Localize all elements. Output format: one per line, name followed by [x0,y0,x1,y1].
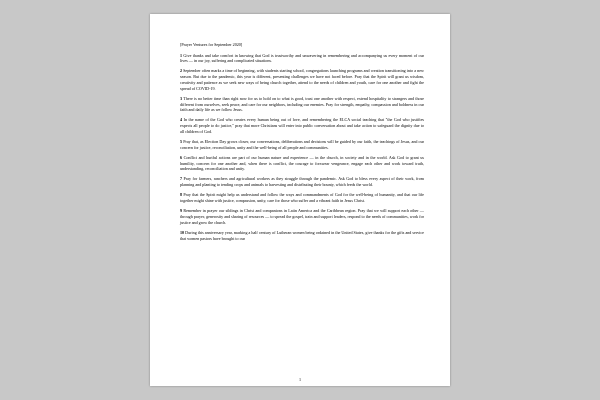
paragraph-number: 7 [180,176,183,182]
paragraph-text: Pray that, as Election Day grows closer, our conversations, deliberations and decisions will be guided by our faith, the teachings of Jesus, and our concern for justice, reconciliation, unity and the well-being of all people and communities. [180,139,424,150]
paragraph-number: 4 [180,117,183,123]
paragraph [180,68,424,91]
paragraph-text: Give thanks and take comfort in knowing that God is trustworthy and unwavering in remembering and accompanying us every moment of our lives — in our joy, suffering and complicated situations. [180,52,424,64]
document-page [150,14,450,386]
paragraph-number: 10 [180,229,185,235]
paragraph-text: There is no better time than right now for us to hold on to what is good, trust one another with respect, extend hospitality to strangers and those different from ourselves, seek peace, and care for our neighbors, including our enemies. Pray for strength, empathy, compassion and boldness in our faith and daily life as we follow Jesus. [180,95,424,113]
paragraph-text: Pray for farmers, ranchers and agricultural workers as they struggle through the pandemic. Ask God to bless every aspect of their work, from planning and planting to tending crops and animals to harvesting and distributing their bounty, which feeds the world. [180,176,424,188]
paragraph-number: 5 [180,139,183,145]
paragraph-number: 2 [180,68,183,74]
paragraph-number: 9 [180,208,183,214]
paragraph [180,208,424,225]
paragraph [180,139,424,151]
paragraph [180,230,424,242]
page-number: 1 [298,377,302,382]
paragraph-number: 6 [180,154,183,160]
page-title: [Prayer Ventures for September 2020] [180,42,243,47]
paragraph-text: September often marks a time of beginning, with students starting school, congregations launching programs and creation transitioning into a new season. But due to the pandemic, this year is different, presenting challenges we have not faced before. Pray that the Spirit will grant us wisdom, creativity and patience as we seek new ways of being church together, attend to the needs of children and youth, care for one another and fight the spread of COVID-19. [180,68,424,91]
paragraph [180,176,424,188]
paragraph [180,192,424,204]
paragraph-text: During this anniversary year, marking a half century of Lutheran women being ordained in the United States, give thanks for the gifts and service that women pastors have brought to our [180,229,424,241]
paragraph [180,155,424,172]
paragraph [180,53,424,65]
page-content [180,42,424,368]
paragraph-text: In the name of the God who creates every human being out of love, and remembering the ELCA social teaching that "the God who justifies expects all people to do justice," pray that more Christians will enter into public conversation about and take action to safeguard the dignity due to all children of God. [180,117,424,135]
paragraph-number: 8 [180,192,183,198]
paragraph-text: Remember in prayer our siblings in Christ and companions in Latin America and the Caribbean region. Pray that we will support each other — through prayer, generosity and sharing of resources — to spread the gospel, train and support leaders, respond to the needs of communities, work for justice and grow the church. [180,208,424,225]
paragraph-text: Pray that the Spirit might help us understand and follow the ways and commandments of God for the well-being of humanity, and that our life together might shine with justice, compassion, unity, care for those who suffer and a vibrant faith in Jesus Christ. [180,192,424,204]
paragraph-number: 3 [180,95,183,101]
paragraph-text: Conflict and hurtful actions are part of our human nature and experience — in the church, in society and in the world. Ask God to grant us humility, concern for one another and, when there is conflict, the courage to forswear vengeance, engage each other and work toward truth, understanding, reconciliation and unity. [180,154,424,172]
paragraph [180,117,424,134]
paragraph [180,96,424,113]
paragraph-number: 1 [180,52,183,58]
